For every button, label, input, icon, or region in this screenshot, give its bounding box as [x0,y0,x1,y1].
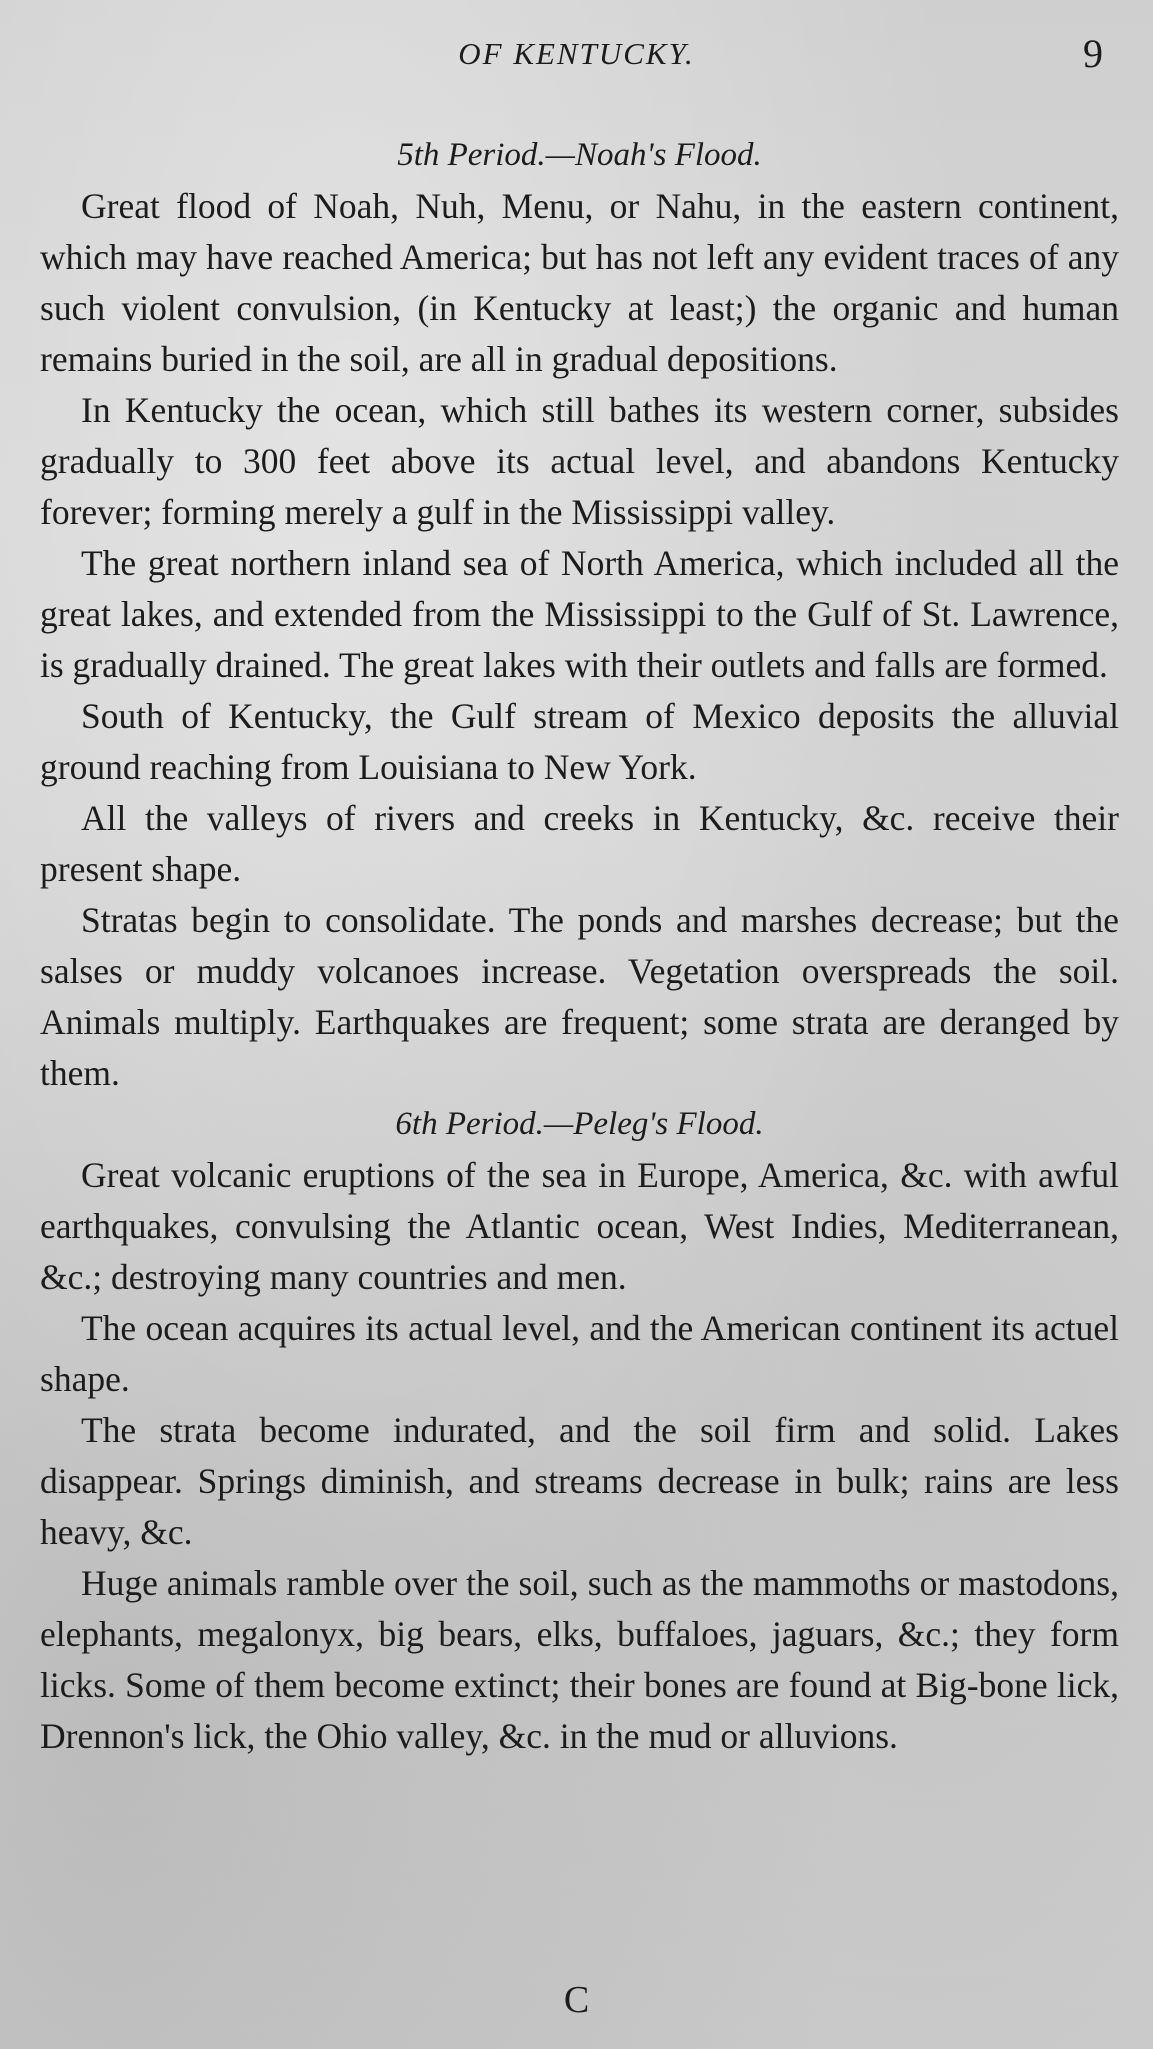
paragraph: The great northern inland sea of North America, which included all the great lakes, and extended from the Mississippi to the Gulf of St. Lawrence, is gradually drained. The great lakes with their outlets and falls are formed. [40,543,1119,685]
running-title: OF KENTUCKY. [458,36,695,71]
paragraph: South of Kentucky, the Gulf stream of Mexico deposits the alluvial ground reaching from Louisiana to New York. [40,696,1119,787]
paragraph: Huge animals ramble over the soil, such as the mammoths or mastodons, elephants, megalonyx, big bears, elks, buffaloes, jaguars, &c.; they form licks. Some of them become extinct; their bones are found at Big-bone lick, Drennon's lick, the Ohio valley, &c. in the mud or alluvions. [40,1563,1119,1756]
paragraph: In Kentucky the ocean, which still bathes its western corner, subsides gradually to 300 feet above its actual level, and abandons Kentucky forever; forming merely a gulf in the Mississippi valley. [40,390,1119,532]
paragraph: All the valleys of rivers and creeks in Kentucky, &c. receive their present shape. [40,798,1119,889]
paragraph: The ocean acquires its actual level, and the American continent its actuel shape. [40,1308,1119,1399]
signature-mark: C [563,1979,590,2021]
body-text [40,130,1119,1762]
page-number: 9 [1083,31,1103,76]
section-heading-6th-period: 6th Period.—Peleg's Flood. [395,1106,764,1142]
section-heading-5th-period: 5th Period.—Noah's Flood. [397,137,762,173]
paragraph: Stratas begin to consolidate. The ponds and marshes decrease; but the salses or muddy volcanoes increase. Vegetation overspreads the soil. Animals multiply. Earthquakes are frequent; some strata are deranged by them. [40,900,1119,1093]
paragraph: Great volcanic eruptions of the sea in Europe, America, &c. with awful earthquakes, convulsing the Atlantic ocean, West Indies, Mediterranean, &c.; destroying many countries and men. [40,1155,1119,1297]
paragraph: The strata become indurated, and the soil firm and solid. Lakes disappear. Springs diminish, and streams decrease in bulk; rains are less heavy, &c. [40,1410,1119,1552]
paragraph: Great flood of Noah, Nuh, Menu, or Nahu, in the eastern continent, which may have reached America; but has not left any evident traces of any such violent convulsion, (in Kentucky at least;) the organic and human remains buried in the soil, are all in gradual depositions. [40,186,1119,379]
